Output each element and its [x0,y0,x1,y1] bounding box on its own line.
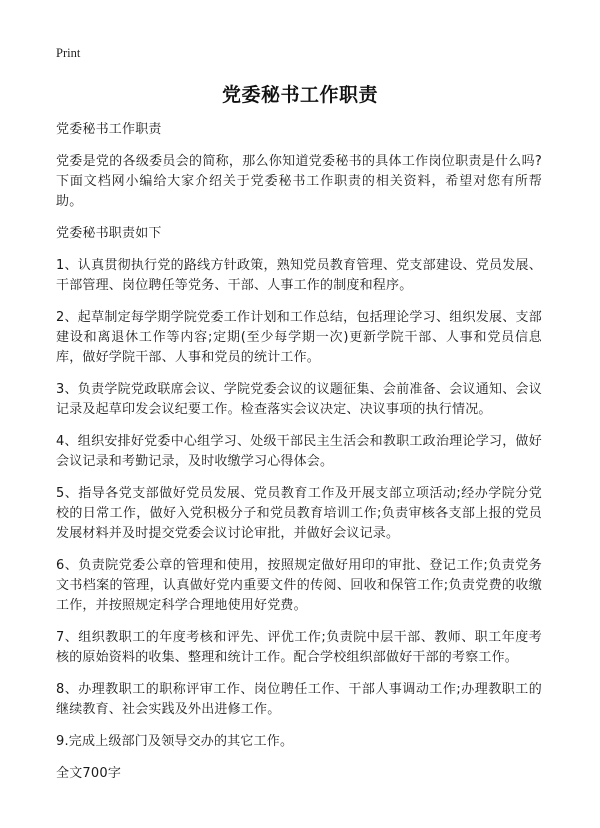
document-subtitle: 党委秘书工作职责 [56,122,162,137]
duties-heading: 党委秘书职责如下 [56,226,162,241]
print-link[interactable]: Print [56,46,81,60]
duty-item-9: 9.完成上级部门及领导交办的其它工作。 [56,734,294,749]
document-title: 党委秘书工作职责 [221,84,378,106]
intro-paragraph: 党委是党的各级委员会的简称，那么你知道党委秘书的具体工作岗位职责是什么吗?下面文档网小编给大家介绍关于党委秘书工作职责的相关资料，希望对您有所帮助。 [56,154,542,209]
duty-item-3: 3、负责学院党政联席会议、学院党委会议的议题征集、会前准备、会议通知、会议记录及起草印发会议纪要工作。检查落实会议决定、决议事项的执行情况。 [56,382,542,417]
duty-item-7: 7、组织教职工的年度考核和评先、评优工作;负责院中层干部、教师、职工年度考核的原始资料的收集、整理和统计工作。配合学校组织部做好干部的考察工作。 [56,630,542,665]
duty-item-1: 1、认真贯彻执行党的路线方针政策，熟知党员教育管理、党支部建设、党员发展、干部管理、岗位聘任等党务、干部、人事工作的制度和程序。 [56,258,542,293]
duty-item-2: 2、起草制定每学期学院党委工作计划和工作总结，包括理论学习、组织发展、支部建设和离退休工作等内容;定期(至少每学期一次)更新学院干部、人事和党员信息库，做好学院干部、人事和党员的统计工作。 [56,310,542,365]
duty-item-8: 8、办理教职工的职称评审工作、岗位聘任工作、干部人事调动工作;办理教职工的继续教育、社会实践及外出进修工作。 [56,682,542,717]
duty-item-4: 4、组织安排好党委中心组学习、处级干部民主生活会和教职工政治理论学习，做好会议记录和考勤记录，及时收缴学习心得体会。 [56,434,542,469]
word-count-note: 全文700字 [56,766,122,781]
document-body [56,120,542,796]
duty-item-5: 5、指导各党支部做好党员发展、党员教育工作及开展支部立项活动;经办学院分党校的日常工作，做好入党积极分子和党员教育培训工作;负责审核各支部上报的党员发展材料并及时提交党委会议讨论审批，并做好会议记录。 [56,486,542,541]
duty-item-6: 6、负责院党委公章的管理和使用，按照规定做好用印的审批、登记工作;负责党务文书档案的管理，认真做好党内重要文件的传阅、回收和保管工作;负责党费的收缴工作，并按照规定科学合理地使用好党费。 [56,558,542,613]
